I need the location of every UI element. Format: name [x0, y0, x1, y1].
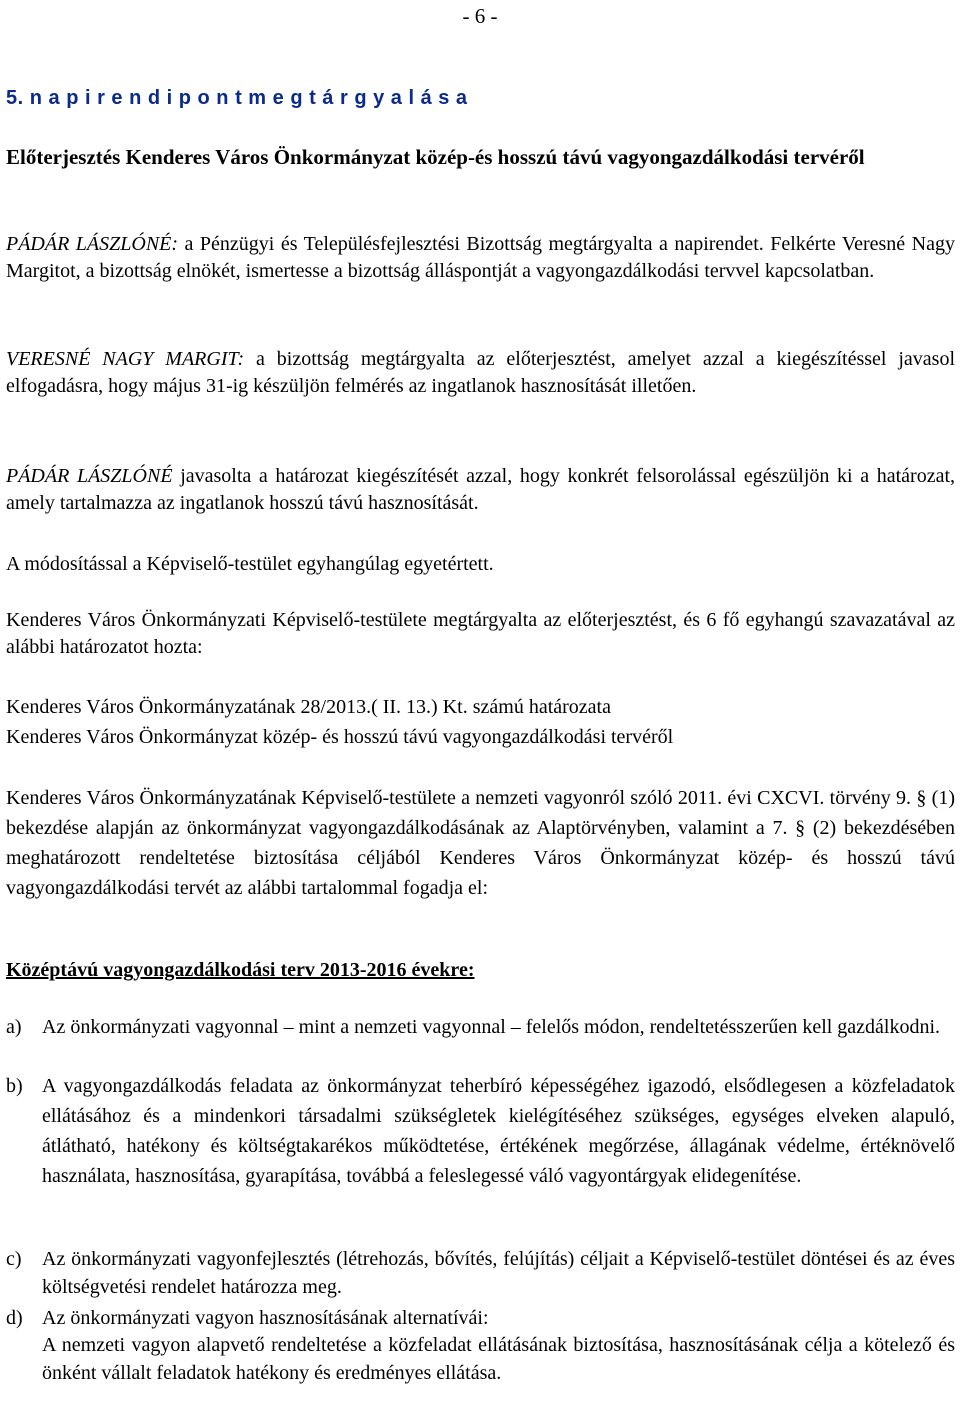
item-label: c) [6, 1248, 22, 1270]
paragraph-text: a Pénzügyi és Településfejlesztési Bizottság megtárgyalta a napirendet. Felkérte Veresné Nagy Margitot, a bizottság elnökét, ismertesse a bizottság álláspontját a vagyongazdálkodási tervvel kapcsolatban. [6, 233, 955, 282]
resolution-body: Kenderes Város Önkormányzatának Képviselő-testülete a nemzeti vagyonról szóló 2011. évi CXCVI. törvény 9. § (1) bekezdése alapján az önkormányzat vagyongazdálkodásának az Alaptörvényben, valamint a 7. § (2) bekezdésében meghatározott rendeltetése biztosítása céljából Kenderes Város Önkormányzat közép- és hosszú távú vagyongazdálkodási tervét az alábbi tartalommal fogadja el: [6, 787, 955, 899]
list-item [6, 1013, 955, 1041]
section-title [6, 957, 955, 984]
list-item [6, 1245, 955, 1301]
paragraph-padar-1 [6, 231, 955, 285]
resolution-subject: Kenderes Város Önkormányzat közép- és hosszú távú vagyongazdálkodási tervéről [6, 726, 674, 748]
paragraph-veresne [6, 346, 955, 400]
paragraph-padar-2 [6, 463, 955, 517]
list-item [6, 1304, 955, 1332]
item-text: Az önkormányzati vagyonnal – mint a nemzeti vagyonnal – felelős módon, rendeltetésszerűen kell gazdálkodni. [42, 1016, 941, 1038]
section-title-text: Középtávú vagyongazdálkodási terv 2013-2016 évekre: [6, 959, 475, 981]
item-label: d) [6, 1307, 23, 1329]
item-text: Az önkormányzati vagyon hasznosításának alternatívái: [42, 1307, 489, 1329]
item-label: a) [6, 1016, 22, 1038]
item-label: b) [6, 1075, 23, 1097]
resolution-number: Kenderes Város Önkormányzatának 28/2013.( II. 13.) Kt. számú határozata [6, 696, 611, 718]
agenda-heading: 5. n a p i r e n d i p o n t m e g t á r g y a l á s a [6, 87, 468, 109]
proposal-title: Előterjesztés Kenderes Város Önkormányzat közép-és hosszú távú vagyongazdálkodási tervéről [6, 145, 865, 169]
paragraph-text: a bizottság megtárgyalta az előterjesztést, amelyet azzal a kiegészítéssel javasol elfogadásra, hogy május 31-ig készüljön felmérés az ingatlanok hasznosítását illetően. [6, 348, 955, 397]
list-item [6, 1071, 955, 1191]
speaker-name: PÁDÁR LÁSZLÓNÉ [6, 465, 173, 487]
speaker-name: VERESNÉ NAGY MARGIT: [6, 348, 245, 370]
speaker-name: PÁDÁR LÁSZLÓNÉ: [6, 233, 179, 255]
paragraph-text: javasolta a határozat kiegészítését azzal, hogy konkrét felsorolással egészüljön ki a határozat, amely tartalmazza az ingatlanok hosszú távú hasznosítását. [6, 465, 955, 514]
item-text: Az önkormányzati vagyonfejlesztés (létrehozás, bővítés, felújítás) céljait a Képviselő-testület döntései és az éves költségvetési rendelet határozza meg. [42, 1248, 955, 1298]
item-text: A vagyongazdálkodás feladata az önkormányzat teherbíró képességéhez igazodó, elsődlegesen a közfeladatok ellátásához és a mindenkori társadalmi szükségletek kielégítéséhez szükséges, egységes elveken alapuló, átlátható, hatékony és költségtakarékos működtetése, értékének megőrzése, állagának védelme, értéknövelő használata, hasznosítása, gyarapítása, továbbá a feleslegessé váló vagyontárgyak elidegenítése. [42, 1075, 955, 1187]
list-item-d-detail: A nemzeti vagyon alapvető rendeltetése a közfeladat ellátásának biztosítása, hasznosításának célja a kötelező és önként vállalt feladatok hatékony és eredményes ellátása. [42, 1334, 955, 1384]
paragraph-agreement: A módosítással a Képviselő-testület egyhangúlag egyetértett. [6, 553, 494, 575]
paragraph-decision-intro: Kenderes Város Önkormányzati Képviselő-testülete megtárgyalta az előterjesztést, és 6 fő egyhangú szavazatával az alábbi határozatot hozta: [6, 609, 955, 658]
page-number: - 6 - [462, 4, 498, 28]
